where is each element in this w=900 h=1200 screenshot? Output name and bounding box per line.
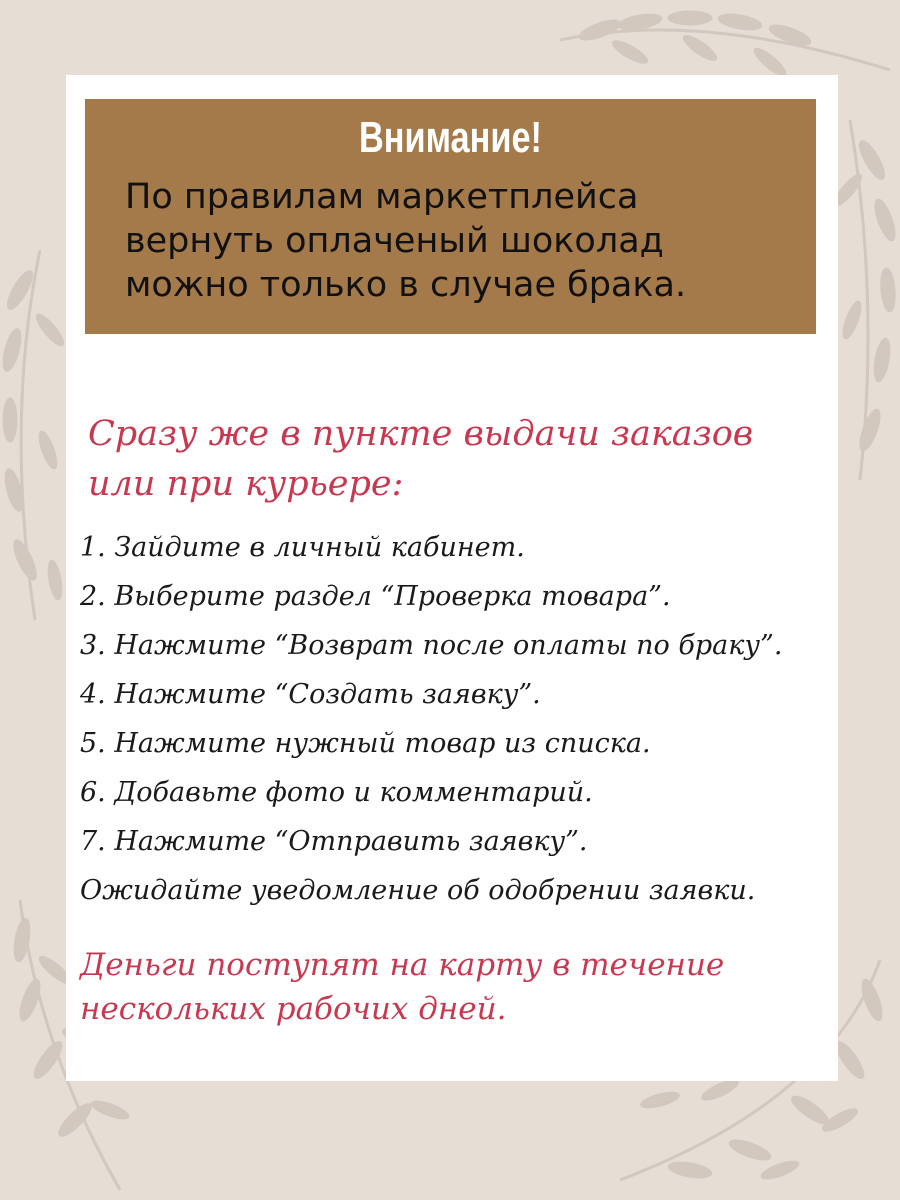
step-item: 6. Добавьте фото и комментарий. xyxy=(80,777,593,808)
refund-note-line: нескольких рабочих дней. xyxy=(80,991,507,1027)
instructions-headline xyxy=(88,409,828,509)
step-item: 3. Нажмите “Возврат после оплаты по браку”. xyxy=(80,630,783,661)
notice-line: По правилам маркетплейса xyxy=(125,177,639,217)
step-item: 5. Нажмите нужный товар из списка. xyxy=(80,728,651,759)
notice-line: можно только в случае брака. xyxy=(125,265,687,305)
leaf-branch-icon xyxy=(0,250,67,620)
steps-list xyxy=(80,523,830,915)
leaf-branch-icon xyxy=(831,120,900,480)
step-item: 1. Зайдите в личный кабинет. xyxy=(80,532,525,563)
step-item: 2. Выберите раздел “Проверка товара”. xyxy=(80,581,671,612)
step-item: 4. Нажмите “Создать заявку”. xyxy=(80,679,541,710)
refund-note-line: Деньги поступят на карту в течение xyxy=(80,947,725,983)
leaf-branch-icon xyxy=(560,11,890,79)
refund-note xyxy=(80,943,820,1031)
headline-line: или при курьере: xyxy=(88,464,404,504)
step-wait-note: Ожидайте уведомление об одобрении заявки. xyxy=(80,875,756,906)
notice-text xyxy=(125,175,815,307)
warning-notice-box xyxy=(85,99,816,334)
headline-line: Сразу же в пункте выдачи заказов xyxy=(88,414,754,454)
notice-title: Внимание! xyxy=(359,113,542,162)
notice-line: вернуть оплаченый шоколад xyxy=(125,221,664,261)
info-card xyxy=(66,75,838,1081)
step-item: 7. Нажмите “Отправить заявку”. xyxy=(80,826,588,857)
